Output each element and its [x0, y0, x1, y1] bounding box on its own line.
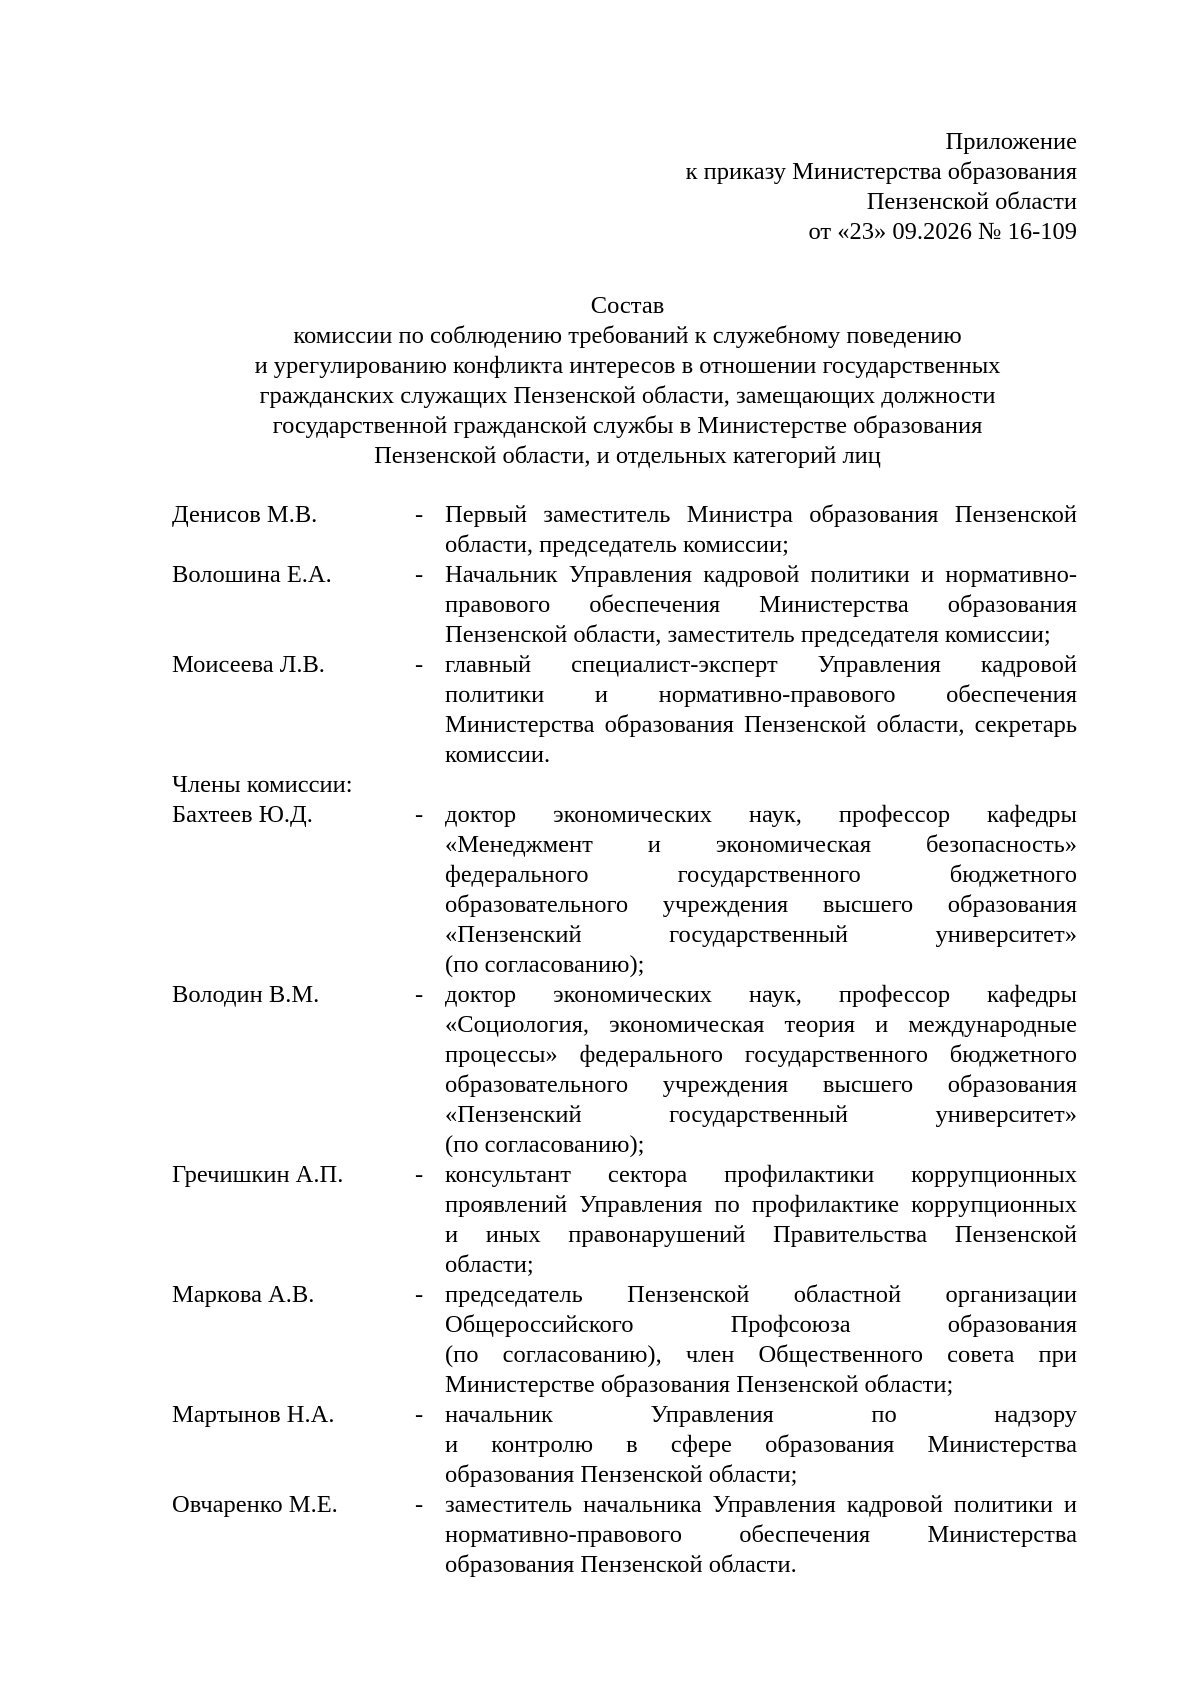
position-line: области, председатель комиссии;: [445, 531, 789, 558]
commission-list: [172, 500, 1077, 1580]
member-position: [445, 800, 1077, 980]
member-name: Моисеева Л.В.: [172, 651, 325, 678]
member-row: [172, 800, 1077, 980]
member-name: Денисов М.В.: [172, 501, 318, 528]
position-line: комиссии.: [445, 741, 551, 768]
title-line: государственной гражданской службы в Министерстве образования: [272, 412, 983, 439]
position-line: образования Пензенской области;: [445, 1461, 798, 1488]
member-row: [172, 500, 1077, 560]
appendix-label: Приложение: [945, 128, 1077, 155]
member-row: [172, 1160, 1077, 1280]
member-name: Гречишкин А.П.: [172, 1161, 344, 1188]
position-line: председатель Пензенской областной организации: [445, 1281, 1077, 1308]
position-line: «Социология, экономическая теория и международные: [445, 1011, 1077, 1038]
member-position: [445, 1490, 1077, 1580]
member-position: [445, 650, 1077, 770]
region-name: Пензенской области: [866, 188, 1077, 215]
member-name: Волошина Е.А.: [172, 561, 332, 588]
position-line: проявлений Управления по профилактике коррупционных: [445, 1191, 1077, 1218]
order-reference: к приказу Министерства образования: [685, 158, 1077, 185]
dash-separator: -: [415, 651, 424, 678]
position-line: главный специалист-эксперт Управления кадровой: [445, 651, 1077, 678]
member-row: [172, 560, 1077, 650]
dash-separator: -: [415, 1491, 424, 1518]
members-label: Члены комиссии:: [172, 771, 353, 798]
position-line: консультант сектора профилактики коррупционных: [445, 1161, 1077, 1188]
member-position: [445, 560, 1077, 650]
position-line: области;: [445, 1251, 534, 1278]
title-line: и урегулированию конфликта интересов в отношении государственных: [254, 352, 1001, 379]
position-line: федерального государственного бюджетного: [445, 861, 1077, 888]
dash-separator: -: [415, 1401, 424, 1428]
position-line: Общероссийского Профсоюза образования: [445, 1311, 1077, 1338]
position-line: (по согласованию);: [445, 1131, 645, 1158]
dash-separator: -: [415, 801, 424, 828]
position-line: «Менеджмент и экономическая безопасность»: [445, 831, 1077, 858]
title-line: Пензенской области, и отдельных категорий лиц: [374, 442, 881, 469]
title-line: комиссии по соблюдению требований к служебному поведению: [293, 322, 962, 349]
position-line: процессы» федерального государственного бюджетного: [445, 1041, 1077, 1068]
position-line: начальник Управления по надзору: [445, 1401, 1077, 1428]
position-line: Начальник Управления кадровой политики и нормативно-: [445, 561, 1077, 588]
member-name: Маркова А.В.: [172, 1281, 315, 1308]
member-name: Володин В.М.: [172, 981, 320, 1008]
position-line: образования Пензенской области.: [445, 1551, 797, 1578]
dash-separator: -: [415, 1161, 424, 1188]
position-line: политики и нормативно-правового обеспечения: [445, 681, 1077, 708]
position-line: образовательного учреждения высшего образования: [445, 891, 1077, 918]
position-line: доктор экономических наук, профессор кафедры: [445, 801, 1077, 828]
order-date-number: от «23» 09.2026 № 16-109: [808, 218, 1077, 245]
position-line: Министерстве образования Пензенской области;: [445, 1371, 954, 1398]
member-row: [172, 650, 1077, 770]
member-row: [172, 1280, 1077, 1400]
member-name: Овчаренко М.Е.: [172, 1491, 338, 1518]
member-name: Бахтеев Ю.Д.: [172, 801, 313, 828]
position-line: образовательного учреждения высшего образования: [445, 1071, 1077, 1098]
position-line: Министерства образования Пензенской области, секретарь: [445, 711, 1077, 738]
member-position: [445, 1280, 1077, 1400]
member-position: [445, 1400, 1077, 1490]
position-line: Первый заместитель Министра образования Пензенской: [445, 501, 1077, 528]
member-position: [445, 1160, 1077, 1280]
position-line: и иных правонарушений Правительства Пензенской: [445, 1221, 1077, 1248]
document-title: [160, 291, 1095, 471]
member-row: [172, 1400, 1077, 1490]
position-line: нормативно-правового обеспечения Министерства: [445, 1521, 1077, 1548]
member-position: [445, 980, 1077, 1160]
position-line: Пензенской области, заместитель председателя комиссии;: [445, 621, 1051, 648]
member-row: [172, 980, 1077, 1160]
member-name: Мартынов Н.А.: [172, 1401, 335, 1428]
dash-separator: -: [415, 501, 424, 528]
title-heading: Состав: [590, 292, 665, 319]
member-row: [172, 1490, 1077, 1580]
position-line: и контролю в сфере образования Министерства: [445, 1431, 1077, 1458]
dash-separator: -: [415, 561, 424, 588]
position-line: заместитель начальника Управления кадровой политики и: [445, 1491, 1077, 1518]
position-line: доктор экономических наук, профессор кафедры: [445, 981, 1077, 1008]
position-line: «Пензенский государственный университет»: [445, 921, 1077, 948]
dash-separator: -: [415, 981, 424, 1008]
title-line: гражданских служащих Пензенской области, замещающих должности: [259, 382, 996, 409]
position-line: (по согласованию), член Общественного совета при: [445, 1341, 1077, 1368]
position-line: правового обеспечения Министерства образования: [445, 591, 1077, 618]
position-line: (по согласованию);: [445, 951, 645, 978]
dash-separator: -: [415, 1281, 424, 1308]
appendix-header: [686, 127, 1077, 247]
member-position: [445, 500, 1077, 560]
position-line: «Пензенский государственный университет»: [445, 1101, 1077, 1128]
